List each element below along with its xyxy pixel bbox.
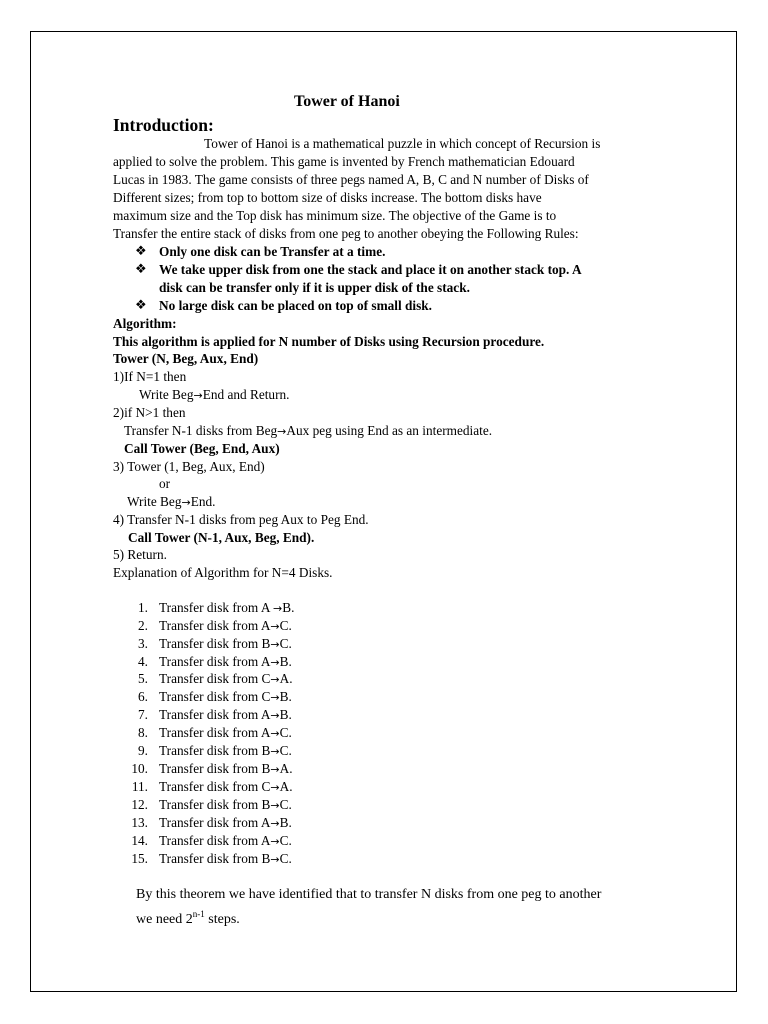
arrow-icon: →: [270, 763, 280, 776]
arrow-icon: →: [270, 727, 280, 740]
rule-2-continued: disk can be transfer only if it is upper disk of the stack.: [159, 280, 470, 295]
arrow-icon: →: [270, 853, 280, 866]
bullet-icon: ❖: [135, 261, 147, 276]
list-item: Transfer disk from C→B.: [159, 689, 292, 704]
list-item: Transfer disk from A→C.: [159, 725, 292, 740]
step-number: 2.: [138, 618, 148, 633]
list-item: Transfer disk from A →B.: [159, 600, 295, 615]
arrow-icon: →: [270, 781, 280, 794]
step-number: 7.: [138, 707, 148, 722]
list-item: Transfer disk from B→C.: [159, 636, 292, 651]
arrow-icon: →: [270, 799, 280, 812]
arrow-icon: →: [277, 425, 287, 438]
list-item: Transfer disk from B→C.: [159, 743, 292, 758]
algo-step-2: 2)if N>1 then: [113, 405, 186, 420]
intro-line-3: Lucas in 1983. The game consists of three pegs named A, B, C and N number of Disks of: [113, 172, 589, 187]
algo-step-3a: Write Beg→End.: [127, 494, 216, 509]
algorithm-intro: This algorithm is applied for N number of Disks using Recursion procedure.: [113, 334, 545, 349]
intro-line-5: maximum size and the Top disk has minimum size. The objective of the Game is to: [113, 208, 557, 223]
arrow-icon: →: [273, 602, 283, 615]
list-item: Transfer disk from A→C.: [159, 833, 292, 848]
arrow-icon: →: [270, 709, 280, 722]
rule-2: We take upper disk from one the stack and place it on another stack top. A: [159, 262, 582, 277]
list-item: Transfer disk from A→C.: [159, 618, 292, 633]
arrow-icon: →: [270, 835, 280, 848]
intro-line-4: Different sizes; from top to bottom size of disks increase. The bottom disks have: [113, 190, 542, 205]
list-item: Transfer disk from A→B.: [159, 815, 292, 830]
intro-line-1: Tower of Hanoi is a mathematical puzzle in which concept of Recursion is: [204, 136, 601, 151]
algo-call-1: Call Tower (Beg, End, Aux): [124, 441, 280, 456]
list-item: Transfer disk from C→A.: [159, 671, 293, 686]
algo-step-4: 4) Transfer N-1 disks from peg Aux to Peg End.: [113, 512, 369, 527]
arrow-icon: →: [193, 389, 203, 402]
algo-step-5: 5) Return.: [113, 547, 167, 562]
step-number: 13.: [131, 815, 148, 830]
introduction-heading: Introduction:: [113, 115, 214, 135]
list-item: Transfer disk from B→C.: [159, 851, 292, 866]
arrow-icon: →: [270, 691, 280, 704]
rule-3: No large disk can be placed on top of small disk.: [159, 298, 432, 313]
arrow-icon: →: [270, 620, 280, 633]
intro-line-2: applied to solve the problem. This game is invented by French mathematician Edouard: [113, 154, 575, 169]
step-number: 14.: [131, 833, 148, 848]
bullet-icon: ❖: [135, 243, 147, 258]
bullet-icon: ❖: [135, 297, 147, 312]
list-item: Transfer disk from A→B.: [159, 707, 292, 722]
explanation: Explanation of Algorithm for N=4 Disks.: [113, 565, 333, 580]
list-item: Transfer disk from B→C.: [159, 797, 292, 812]
algo-step-2a: Transfer N-1 disks from Beg→Aux peg using End as an intermediate.: [124, 423, 493, 438]
step-number: 10.: [131, 761, 148, 776]
step-number: 15.: [131, 851, 148, 866]
intro-line-6: Transfer the entire stack of disks from one peg to another obeying the Following Rules:: [113, 226, 579, 241]
list-item: Transfer disk from A→B.: [159, 654, 292, 669]
algo-call-2: Call Tower (N-1, Aux, Beg, End).: [128, 530, 315, 545]
rule-1: Only one disk can be Transfer at a time.: [159, 244, 386, 259]
step-number: 5.: [138, 671, 148, 686]
arrow-icon: →: [270, 817, 280, 830]
step-number: 8.: [138, 725, 148, 740]
step-number: 3.: [138, 636, 148, 651]
closing-line-1: By this theorem we have identified that to transfer N disks from one peg to another: [136, 887, 602, 902]
step-number: 11.: [131, 779, 148, 794]
step-number: 4.: [138, 654, 148, 669]
step-number: 9.: [138, 743, 148, 758]
closing-line-2: we need 2$^{n-1}$ steps.: [136, 909, 240, 927]
arrow-icon: →: [270, 745, 280, 758]
arrow-icon: →: [270, 638, 280, 651]
list-item: Transfer disk from C→A.: [159, 779, 293, 794]
exponent: n-1: [192, 909, 205, 919]
step-number: 6.: [138, 689, 148, 704]
arrow-icon: →: [270, 673, 280, 686]
algorithm-heading: Algorithm:: [113, 316, 177, 331]
page-title: Tower of Hanoi: [294, 93, 400, 110]
algo-step-1a: Write Beg→End and Return.: [139, 387, 290, 402]
arrow-icon: →: [181, 496, 191, 509]
algo-step-3: 3) Tower (1, Beg, Aux, End): [113, 459, 265, 474]
step-number: 12.: [131, 797, 148, 812]
algo-step-1: 1)If N=1 then: [113, 369, 187, 384]
step-number: 1.: [138, 600, 148, 615]
procedure-signature: Tower (N, Beg, Aux, End): [113, 351, 259, 366]
list-item: Transfer disk from B→A.: [159, 761, 293, 776]
algo-or: or: [159, 476, 171, 491]
arrow-icon: →: [270, 656, 280, 669]
